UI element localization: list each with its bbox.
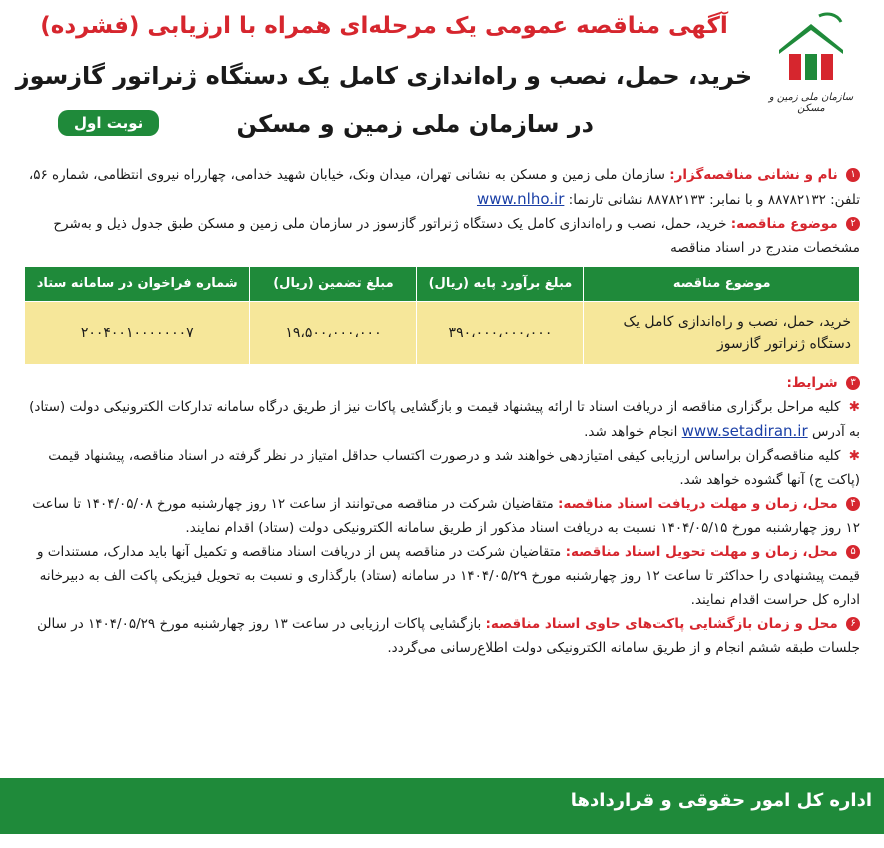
column-header: مبلغ تضمین (ریال) xyxy=(250,267,417,302)
table-cell: ۲۰۰۴۰۰۱۰۰۰۰۰۰۰۷ xyxy=(25,302,250,365)
round-badge: نوبت اول xyxy=(58,110,159,136)
table-cell: ۳۹۰،۰۰۰،۰۰۰،۰۰۰ xyxy=(417,302,584,365)
section-text: سازمان ملی زمین و مسکن به نشانی تهران، میدان ونک، خیابان شهید خدامی، چهارراه نیروی انتظامی، شماره ۵۶، تلفن: ۸۸۷۸۲۱۳۲ و با نمابر: ۸۸۷۸۲۱۳۳ نشانی تارنما: xyxy=(28,167,860,208)
footer-bar xyxy=(0,778,884,834)
bullet-icon: ✱ xyxy=(848,448,860,464)
section-heading: محل، زمان و مهلت دریافت اسناد مناقصه: xyxy=(558,496,838,512)
section-2 xyxy=(24,212,860,260)
table-header-row xyxy=(25,267,860,302)
section-heading: شرایط: xyxy=(786,375,838,391)
section-text: بازگشایی پاکات ارزیابی در ساعت ۱۳ روز چهارشنبه مورخ ۱۴۰۴/۰۵/۲۹ در سالن جلسات طبقه ششم انجام و از طریق سامانه الکترونیکی دولت اطلاع‌رسانی می‌گردد. xyxy=(37,616,860,656)
section-heading: موضوع مناقصه: xyxy=(730,216,838,232)
notice-body xyxy=(24,163,860,660)
section-3 xyxy=(24,371,860,395)
notice-org-title: در سازمان ملی زمین و مسکن xyxy=(236,110,594,138)
notice-title: آگهی مناقصه عمومی یک مرحله‌ای همراه با ارزیابی (فشرده) xyxy=(40,13,728,39)
issuer-department: اداره کل امور حقوقی و قراردادها xyxy=(570,790,872,811)
section-number: ۴ xyxy=(846,497,860,511)
section-text: متقاضیان شرکت در مناقصه پس از دریافت اسناد مناقصه و تکمیل آنها باید مدارک، مستندات و قیمت پیشنهادی را حداکثر تا ساعت ۱۲ روز چهارشنبه مورخ ۱۴۰۴/۰۵/۲۹ در سامانه (ستاد) بارگذاری و نسبت به تحویل فیزیکی پاکت الف به دبیرخانه اداره کل حراست اقدام نمایند. xyxy=(36,544,860,608)
section-5 xyxy=(24,540,860,612)
table-row xyxy=(25,302,860,365)
section-number: ۱ xyxy=(846,168,860,182)
website-link[interactable]: www.nlho.ir xyxy=(476,190,565,208)
table-cell: ۱۹،۵۰۰،۰۰۰،۰۰۰ xyxy=(250,302,417,365)
condition-item-2 xyxy=(24,444,860,492)
condition-text: کلیه مراحل برگزاری مناقصه از دریافت اسناد تا ارائه پیشنهاد قیمت و بازگشایی پاکات نیز از طریق درگاه سامانه تدارکات الکترونیکی دولت (ستاد) به آدرس xyxy=(29,399,860,440)
section-6 xyxy=(24,612,860,660)
column-header: شماره فراخوان در سامانه ستاد xyxy=(25,267,250,302)
section-1 xyxy=(24,163,860,212)
section-number: ۲ xyxy=(846,217,860,231)
setad-link[interactable]: www.setadiran.ir xyxy=(681,422,808,440)
org-logo xyxy=(756,10,866,120)
section-number: ۳ xyxy=(846,376,860,390)
section-number: ۶ xyxy=(846,617,860,631)
condition-item-1 xyxy=(24,395,860,444)
section-heading: محل و زمان بازگشایی پاکت‌های حاوی اسناد مناقصه: xyxy=(485,616,838,632)
title-row xyxy=(14,102,754,148)
section-number: ۵ xyxy=(846,545,860,559)
column-header: موضوع مناقصه xyxy=(584,267,860,302)
logo-caption: سازمان ملی زمین و مسکن xyxy=(768,92,854,114)
section-text: خرید، حمل، نصب و راه‌اندازی کامل یک دستگاه ژنراتور گازسوز در سازمان ملی زمین و مسکن طبق جدول ذیل و به‌شرح مشخصات مندرج در اسناد مناقصه xyxy=(53,216,860,256)
bullet-icon: ✱ xyxy=(848,399,860,415)
section-heading: نام و نشانی مناقصه‌گزار: xyxy=(669,167,838,183)
column-header: مبلغ برآورد پایه (ریال) xyxy=(417,267,584,302)
condition-tail: انجام خواهد شد. xyxy=(584,424,678,440)
condition-text: کلیه مناقصه‌گران براساس ارزیابی کیفی امتیازدهی خواهند شد و درصورت اکتساب حداقل امتیاز در نظر گرفته در اسناد مناقصه، پیشنهاد قیمت (پاکت ج) آنها گشوده خواهد شد. xyxy=(48,448,860,488)
section-4 xyxy=(24,492,860,540)
house-logo-icon xyxy=(769,10,853,90)
table-cell: خرید، حمل، نصب و راه‌اندازی کامل یک دستگاه ژنراتور گازسوز xyxy=(584,302,860,365)
notice-subject-title: خرید، حمل، نصب و راه‌اندازی کامل یک دستگاه ژنراتور گازسوز xyxy=(15,62,753,90)
section-text: متقاضیان شرکت در مناقصه می‌توانند از ساعت ۱۲ روز چهارشنبه مورخ ۱۴۰۴/۰۵/۰۸ تا ساعت ۱۲ روز چهارشنبه مورخ ۱۴۰۴/۰۵/۱۵ نسبت به دریافت اسناد مذکور از طریق سامانه الکترونیکی دولت (ستاد) اقدام نمایند. xyxy=(32,496,860,536)
section-heading: محل، زمان و مهلت تحویل اسناد مناقصه: xyxy=(565,544,838,560)
tender-table xyxy=(24,266,860,365)
